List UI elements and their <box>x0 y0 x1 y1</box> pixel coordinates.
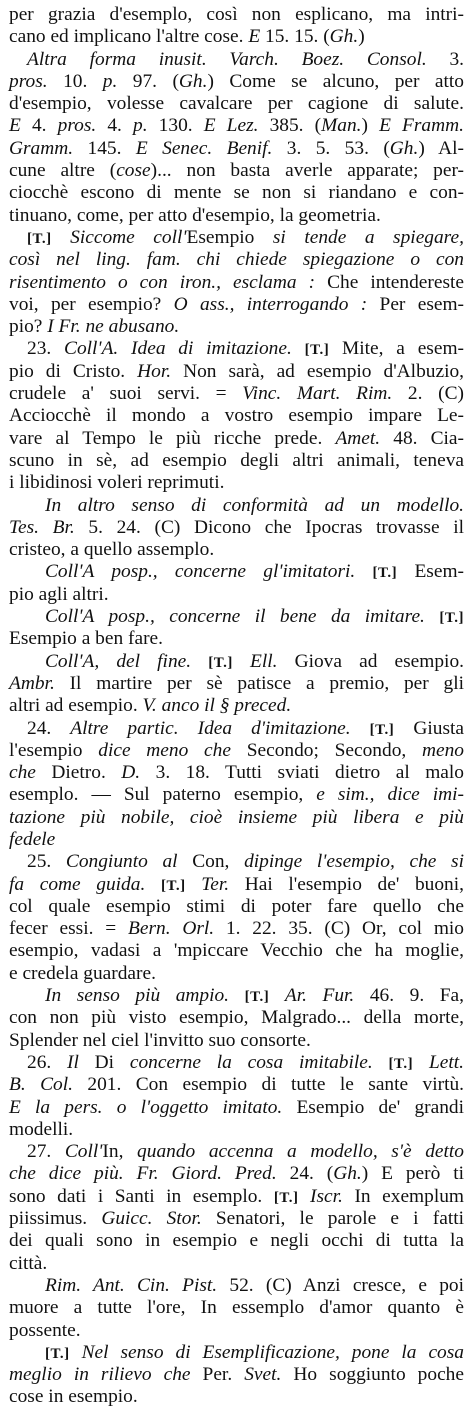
text-line <box>9 673 464 695</box>
text-line <box>9 1320 464 1342</box>
italic-text: che dice più. <box>9 1163 124 1185</box>
text-span: Secondo; Secondo, <box>230 739 422 761</box>
text-line <box>9 1253 464 1275</box>
italic-text: Gh. <box>329 26 359 48</box>
text-line <box>9 338 464 360</box>
text-line <box>9 963 464 985</box>
text-span: cristeo, a quello assemplo. <box>9 539 215 561</box>
source-marker: [T.] <box>160 877 186 894</box>
text-line <box>9 383 464 405</box>
text-line <box>9 1141 464 1163</box>
source-marker: [T.] <box>439 610 464 627</box>
text-span <box>355 561 372 582</box>
italic-text: Lett. <box>428 1051 464 1073</box>
italic-text: Rim. Ant. Cin. Pist. <box>45 1274 218 1296</box>
text-span: 201. Con esempio di tutte le sante virtù. <box>72 1074 464 1096</box>
text-span: pio? <box>9 316 48 338</box>
source-marker: [T.] <box>388 1055 414 1072</box>
text-span: 10. <box>47 70 103 92</box>
italic-text: fedele <box>9 828 56 850</box>
text-line <box>9 1275 464 1297</box>
italic-text: In altro senso di conformità ad un modello. <box>45 494 464 516</box>
text-span: muore a tutte l'ore, In essemplo d'amor quanto è <box>9 1297 464 1319</box>
italic-text: Coll'A posp., concerne il bene da imitare. <box>45 606 425 628</box>
text-line <box>9 361 464 383</box>
text-span: Con, <box>177 851 245 873</box>
text-span: esemplo. — Sul paterno esempio, <box>9 784 317 806</box>
italic-text: In senso più ampio. <box>45 985 230 1007</box>
text-span: Esempio <box>186 226 273 248</box>
italic-text: E <box>248 26 261 48</box>
text-line <box>9 762 464 784</box>
text-line <box>9 4 464 26</box>
italic-text: Amet. <box>335 427 381 449</box>
text-span: 3. 18. Tutti sviati dietro al malo <box>140 762 464 784</box>
italic-text: tazione più nobile, cioè insieme più libera e più <box>9 806 464 828</box>
italic-text: così nel ling. fam. chi chiede spiegazione o con <box>9 249 464 271</box>
italic-text: Siccome coll' <box>70 226 187 248</box>
text-span: Esempio a ben fare. <box>9 628 163 650</box>
text-line <box>9 918 464 940</box>
source-marker: [T.] <box>369 721 395 738</box>
text-span: 2. (C) <box>392 383 464 405</box>
text-line <box>9 606 464 628</box>
text-span: Acciocchè il mondo a vostro esempio impare Le- <box>9 405 464 427</box>
italic-text: fa come guida. <box>9 873 146 895</box>
text-span: esempio, vadasi a 'mpiccare Vecchio che ha moglie, <box>9 940 464 962</box>
text-span: Di <box>78 1051 130 1073</box>
text-line <box>9 115 464 137</box>
text-line <box>9 249 464 271</box>
dictionary-entry-text <box>9 4 464 1409</box>
text-line <box>9 472 464 494</box>
text-span: 15. 15. ( <box>260 26 330 48</box>
text-line <box>9 874 464 896</box>
text-span <box>186 874 202 895</box>
italic-text: I Fr. ne abusano. <box>47 316 180 338</box>
source-marker: [T.] <box>372 565 398 582</box>
text-line <box>9 450 464 472</box>
text-span: Ho soggiunto poche <box>281 1364 464 1386</box>
text-span: Senatori, le parole e i fatti <box>201 1208 464 1230</box>
italic-text: Gh. <box>389 137 419 159</box>
italic-text: Altra forma inusit. Varch. Boez. Consol. <box>27 48 427 70</box>
italic-text: Altre partic. Idea d'imitazione. <box>70 717 351 739</box>
italic-text: Svet. <box>244 1364 282 1386</box>
text-span: ) Al- <box>418 137 464 159</box>
italic-text: meno <box>421 739 464 761</box>
text-line <box>9 1186 464 1208</box>
text-span: col quale esempio stimi di poter fare quello che <box>9 895 464 917</box>
italic-text: E <box>9 115 21 137</box>
text-line <box>9 1119 464 1141</box>
italic-text: Iscr. <box>310 1185 343 1207</box>
italic-text: dice meno che <box>98 739 231 761</box>
italic-text: Il <box>67 1051 79 1073</box>
text-span: sono dati i Santi in esemplo. <box>9 1185 274 1207</box>
text-span: cose in esempio. <box>9 1386 138 1408</box>
text-span: fecer essi. = <box>9 918 129 940</box>
text-span: 4. <box>20 115 58 137</box>
text-span: 26. <box>27 1051 68 1073</box>
text-span: voi, per esempio? <box>9 293 174 315</box>
text-span: Mite, a esem- <box>329 338 464 360</box>
italic-text: p. <box>133 115 148 137</box>
italic-text: Coll'A, del fine. <box>45 650 192 672</box>
text-span: pio di Cristo. <box>9 360 138 382</box>
text-line <box>9 294 464 316</box>
text-span: 24. <box>27 717 71 739</box>
text-span: Che intendereste <box>315 271 465 293</box>
italic-text: cose <box>116 160 151 182</box>
italic-text: E Framm. <box>379 115 464 137</box>
text-span <box>413 1052 429 1073</box>
text-span: 1. 22. 35. (C) Or, col mio <box>214 918 464 940</box>
text-line <box>9 1097 464 1119</box>
text-line <box>9 227 464 249</box>
italic-text: Gh. <box>333 1163 362 1185</box>
italic-text: si tende a spiegare, <box>272 226 464 248</box>
text-span: piissimus. <box>9 1208 102 1230</box>
text-line <box>9 428 464 450</box>
text-line <box>9 628 464 650</box>
text-span <box>229 985 245 1006</box>
italic-text: O ass., interrogando : <box>173 293 368 315</box>
text-span: tinuano, come, per atto d'esempio, la geometria. <box>9 204 381 226</box>
italic-text: Fr. Giord. Pred. <box>136 1163 277 1185</box>
text-span: cano ed implicano l'altre cose. <box>9 26 249 48</box>
text-span: 130. <box>147 115 204 137</box>
text-line <box>9 695 464 717</box>
text-span: 52. (C) Anzi cresce, e poi <box>217 1274 464 1296</box>
text-span: altri ad esempio. <box>9 695 143 717</box>
italic-text: Nel senso di Esemplificazione, pone la cosa <box>81 1341 464 1363</box>
text-span: 46. 9. Fa, <box>354 985 464 1007</box>
text-span: ) <box>361 115 380 137</box>
text-line <box>9 272 464 294</box>
text-span: 3. 5. 53. ( <box>272 137 390 159</box>
text-line <box>9 584 464 606</box>
text-span: d'esempio, volesse cavalcare per cagione di salute. <box>9 93 464 115</box>
text-line <box>9 316 464 338</box>
text-span <box>425 606 439 627</box>
italic-text: Guicc. Stor. <box>101 1208 202 1230</box>
italic-text: quando accenna a modello, s'è detto <box>137 1141 464 1163</box>
italic-text: Congiunto al <box>65 851 178 873</box>
text-span: Giova ad esempio. <box>277 650 464 672</box>
italic-text: B. Col. <box>9 1074 73 1096</box>
text-span: pio agli altri. <box>9 583 109 605</box>
text-span: 97. ( <box>117 70 179 92</box>
text-span: i libidinosi voleri reprimuti. <box>9 472 225 494</box>
text-span: Esem- <box>397 561 464 583</box>
text-span: 4. <box>96 115 134 137</box>
text-span: 5. 24. (C) Dicono che Ipocras trovasse il <box>74 516 464 538</box>
source-marker: [T.] <box>304 342 330 359</box>
italic-text: Ar. Fur. <box>284 985 355 1007</box>
text-line <box>9 26 464 48</box>
text-span: per grazia d'esemplo, così non esplicano, ma intri- <box>9 4 464 25</box>
text-line <box>9 851 464 873</box>
text-line <box>9 138 464 160</box>
italic-text: dipinge l'esempio, che si <box>244 851 464 873</box>
text-span: Non sarà, ad esempio d'Albuzio, <box>171 360 464 382</box>
italic-text: pros. <box>57 115 97 137</box>
text-line <box>9 740 464 762</box>
italic-text: D. <box>121 762 141 784</box>
italic-text: pros. <box>9 70 48 92</box>
italic-text: Man. <box>321 115 362 137</box>
text-line <box>9 49 464 71</box>
source-marker: [T.] <box>27 230 52 247</box>
italic-text: risentimento o con iron., esclama : <box>9 271 316 293</box>
text-line <box>9 561 464 583</box>
text-line <box>9 182 464 204</box>
text-span: 145. <box>73 137 136 159</box>
italic-text: p. <box>102 70 118 92</box>
text-span: 23. <box>27 338 65 360</box>
italic-text: Bern. Orl. <box>128 918 215 940</box>
text-span <box>191 651 208 672</box>
italic-text: meglio in rilievo che <box>9 1364 191 1386</box>
text-line <box>9 784 464 806</box>
text-span: l'esempio <box>9 739 99 761</box>
text-span <box>52 227 71 248</box>
text-line <box>9 1074 464 1096</box>
source-marker: [T.] <box>273 1189 299 1206</box>
text-span <box>269 985 285 1006</box>
text-line <box>9 1230 464 1252</box>
italic-text: Coll'A posp., concerne gl'imitatori. <box>45 561 356 583</box>
text-span: Hai l'esempio de' buoni, <box>229 873 464 895</box>
text-line <box>9 718 464 740</box>
italic-text: Gh. <box>178 70 208 92</box>
text-line <box>9 940 464 962</box>
text-span: 385. ( <box>258 115 322 137</box>
text-line <box>9 1208 464 1230</box>
italic-text: Ter. <box>201 873 230 895</box>
text-line <box>9 1163 464 1185</box>
italic-text: Tes. Br. <box>9 516 75 538</box>
text-span: In, <box>102 1141 138 1163</box>
text-span: 3. <box>426 48 464 70</box>
text-span: dei quali sono in esempio e negli occhi di tutta la <box>9 1230 464 1252</box>
text-span: )... non basta averle apparate; per- <box>150 160 465 182</box>
italic-text: Coll'A. Idea di imitazione. <box>64 338 292 360</box>
italic-text: Hor. <box>137 360 172 382</box>
text-span: con non più visto esempio, Malgrado... della morte, <box>9 1007 464 1029</box>
italic-text: e sim., dice imi- <box>316 784 465 806</box>
text-span: ciocchè escono di mente se non si riandano e con- <box>9 182 464 204</box>
text-span <box>70 1342 82 1363</box>
text-span: Per. <box>190 1364 245 1386</box>
text-span: Esempio de' grandi <box>282 1096 465 1118</box>
italic-text: che <box>9 762 36 784</box>
text-span: cune altre ( <box>9 160 117 182</box>
text-span: ) <box>358 26 365 48</box>
text-line <box>9 539 464 561</box>
text-span <box>233 651 250 672</box>
text-line <box>9 1052 464 1074</box>
italic-text: Coll' <box>64 1141 103 1163</box>
text-line <box>9 651 464 673</box>
text-span <box>124 1163 137 1184</box>
text-span: vare al Tempo le più ricche prede. <box>9 427 336 449</box>
text-span: possente. <box>9 1319 81 1341</box>
text-span: Per esem- <box>367 293 465 315</box>
text-span: città. <box>9 1252 48 1274</box>
text-span: ) E però ti <box>361 1163 464 1185</box>
text-line <box>9 1030 464 1052</box>
text-line <box>9 405 464 427</box>
text-span: 24. ( <box>276 1163 334 1185</box>
text-span: 27. <box>27 1141 65 1163</box>
italic-text: E la pers. o l'oggetto imitato. <box>9 1096 283 1118</box>
text-line <box>9 160 464 182</box>
text-span: Il martire per sè patisce a premio, per gli <box>54 672 464 694</box>
text-line <box>9 1386 464 1408</box>
text-span <box>351 718 370 739</box>
italic-text: V. anco il § preced. <box>142 695 292 717</box>
text-line <box>9 1342 464 1364</box>
text-line <box>9 205 464 227</box>
text-span <box>298 1186 310 1207</box>
text-span <box>373 1052 389 1073</box>
text-line <box>9 517 464 539</box>
italic-text: Ambr. <box>9 672 55 694</box>
text-line <box>9 829 464 851</box>
source-marker: [T.] <box>244 989 270 1006</box>
text-span: ) Come se alcuno, per atto <box>207 70 464 92</box>
text-span: Dietro. <box>35 762 122 784</box>
italic-text: Gramm. <box>9 137 74 159</box>
text-span: Splender nel ciel l'invitto suo consorte. <box>9 1029 311 1051</box>
text-line <box>9 495 464 517</box>
text-line <box>9 807 464 829</box>
italic-text: Vinc. Mart. Rim. <box>242 383 393 405</box>
text-span <box>145 874 161 895</box>
text-span: Giusta <box>394 717 464 739</box>
text-line <box>9 1297 464 1319</box>
text-span <box>292 338 305 359</box>
source-marker: [T.] <box>45 1345 70 1362</box>
text-span: e credela guardare. <box>9 962 156 984</box>
text-span: 48. Cia- <box>380 427 464 449</box>
italic-text: concerne la cosa imitabile. <box>129 1051 373 1073</box>
italic-text: E Senec. Benif. <box>135 137 273 159</box>
text-span: In exemplum <box>342 1185 464 1207</box>
text-line <box>9 71 464 93</box>
text-span: crudele a' suoi servi. = <box>9 383 243 405</box>
source-marker: [T.] <box>208 654 233 671</box>
text-line <box>9 896 464 918</box>
text-line <box>9 1007 464 1029</box>
text-line <box>9 985 464 1007</box>
italic-text: E Lez. <box>203 115 259 137</box>
text-span: 25. <box>27 851 66 873</box>
italic-text: Ell. <box>250 650 278 672</box>
text-span: scuno in sè, ad esempio degli altri animali, teneva <box>9 449 464 471</box>
text-line <box>9 1364 464 1386</box>
text-span: modelli. <box>9 1118 74 1140</box>
text-line <box>9 93 464 115</box>
